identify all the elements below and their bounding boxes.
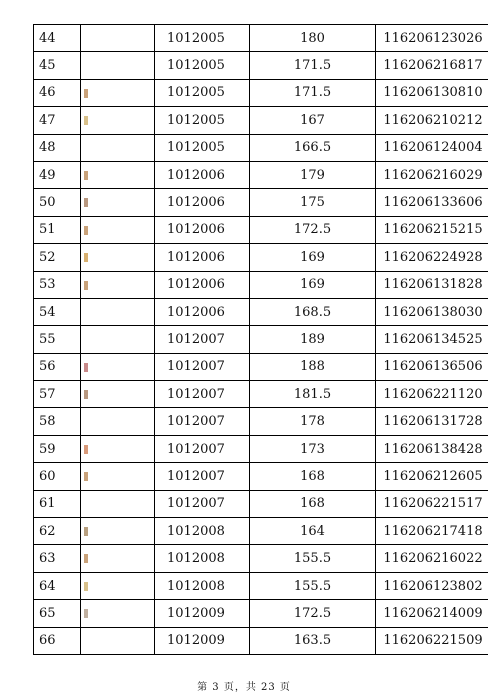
table-row [34,518,488,545]
redacted-name-cell [81,381,155,408]
position-code-cell: 1012009 [155,627,250,654]
row-number-cell: 53 [34,271,81,298]
row-number-cell: 62 [34,518,81,545]
redacted-name-cell [81,189,155,216]
position-code-cell: 1012007 [155,381,250,408]
position-code-cell: 1012005 [155,52,250,79]
page-footer: 第 3 页，共 23 页 [197,682,291,693]
redacted-name-cell [81,545,155,572]
results-table [33,24,488,655]
score-cell: 168 [250,463,376,490]
candidate-id-cell: 116206221509 [376,627,488,654]
score-cell: 169 [250,271,376,298]
candidate-id-cell: 116206136506 [376,353,488,380]
candidate-id-cell: 116206131728 [376,408,488,435]
redacted-name-cell [81,298,155,325]
score-cell: 167 [250,107,376,134]
position-code-cell: 1012008 [155,572,250,599]
redacted-name-cell [81,572,155,599]
table-row [34,545,488,572]
position-code-cell: 1012007 [155,408,250,435]
position-code-cell: 1012008 [155,545,250,572]
redacted-name-cell [81,134,155,161]
candidate-id-cell: 116206216022 [376,545,488,572]
name-fragment [84,554,88,563]
position-code-cell: 1012007 [155,463,250,490]
candidate-id-cell: 116206138030 [376,298,488,325]
row-number-cell: 52 [34,244,81,271]
candidate-id-cell: 116206212605 [376,463,488,490]
row-number-cell: 44 [34,25,81,52]
table-row [34,627,488,654]
candidate-id-cell: 116206216817 [376,52,488,79]
redacted-name-cell [81,627,155,654]
row-number-cell: 61 [34,490,81,517]
candidate-id-cell: 116206130810 [376,79,488,106]
table-row [34,25,488,52]
name-fragment [84,198,88,207]
position-code-cell: 1012007 [155,490,250,517]
score-cell: 166.5 [250,134,376,161]
name-fragment [84,445,88,454]
candidate-id-cell: 116206216029 [376,161,488,188]
table-row [34,298,488,325]
table-row [34,271,488,298]
table-row [34,408,488,435]
candidate-id-cell: 116206215215 [376,216,488,243]
name-fragment [84,171,88,180]
name-fragment [84,281,88,290]
name-fragment [84,89,88,98]
score-cell: 178 [250,408,376,435]
redacted-name-cell [81,435,155,462]
row-number-cell: 59 [34,435,81,462]
name-fragment [84,226,88,235]
row-number-cell: 57 [34,381,81,408]
position-code-cell: 1012009 [155,600,250,627]
position-code-cell: 1012005 [155,107,250,134]
candidate-id-cell: 116206224928 [376,244,488,271]
row-number-cell: 46 [34,79,81,106]
name-fragment [84,527,88,536]
redacted-name-cell [81,518,155,545]
row-number-cell: 63 [34,545,81,572]
score-cell: 189 [250,326,376,353]
table-row [34,52,488,79]
row-number-cell: 65 [34,600,81,627]
row-number-cell: 45 [34,52,81,79]
table-row [34,572,488,599]
redacted-name-cell [81,161,155,188]
position-code-cell: 1012006 [155,216,250,243]
table-row [34,353,488,380]
score-cell: 172.5 [250,600,376,627]
redacted-name-cell [81,600,155,627]
name-fragment [84,253,88,262]
redacted-name-cell [81,79,155,106]
table-row [34,161,488,188]
row-number-cell: 54 [34,298,81,325]
score-cell: 155.5 [250,545,376,572]
name-fragment [84,609,88,618]
score-cell: 155.5 [250,572,376,599]
redacted-name-cell [81,326,155,353]
name-fragment [84,116,88,125]
name-fragment [84,390,88,399]
position-code-cell: 1012006 [155,189,250,216]
row-number-cell: 55 [34,326,81,353]
candidate-id-cell: 116206210212 [376,107,488,134]
score-cell: 171.5 [250,52,376,79]
table-row [34,600,488,627]
score-cell: 168.5 [250,298,376,325]
redacted-name-cell [81,244,155,271]
table-row [34,79,488,106]
candidate-id-cell: 116206221517 [376,490,488,517]
name-fragment [84,472,88,481]
redacted-name-cell [81,216,155,243]
row-number-cell: 58 [34,408,81,435]
name-fragment [84,363,88,372]
row-number-cell: 48 [34,134,81,161]
table-row [34,134,488,161]
candidate-id-cell: 116206131828 [376,271,488,298]
candidate-id-cell: 116206124004 [376,134,488,161]
row-number-cell: 56 [34,353,81,380]
position-code-cell: 1012006 [155,161,250,188]
position-code-cell: 1012006 [155,244,250,271]
table-row [34,107,488,134]
row-number-cell: 50 [34,189,81,216]
table-row [34,244,488,271]
row-number-cell: 60 [34,463,81,490]
score-cell: 169 [250,244,376,271]
redacted-name-cell [81,490,155,517]
table-row [34,490,488,517]
score-cell: 181.5 [250,381,376,408]
row-number-cell: 64 [34,572,81,599]
position-code-cell: 1012007 [155,326,250,353]
redacted-name-cell [81,408,155,435]
redacted-name-cell [81,353,155,380]
candidate-id-cell: 116206123026 [376,25,488,52]
table-row [34,216,488,243]
table-row [34,326,488,353]
candidate-id-cell: 116206217418 [376,518,488,545]
score-cell: 188 [250,353,376,380]
candidate-id-cell: 116206138428 [376,435,488,462]
name-fragment [84,582,88,591]
position-code-cell: 1012007 [155,353,250,380]
row-number-cell: 47 [34,107,81,134]
results-table-body [34,25,488,655]
table-row [34,189,488,216]
score-cell: 179 [250,161,376,188]
position-code-cell: 1012006 [155,298,250,325]
score-cell: 173 [250,435,376,462]
candidate-id-cell: 116206214009 [376,600,488,627]
redacted-name-cell [81,25,155,52]
redacted-name-cell [81,107,155,134]
candidate-id-cell: 116206133606 [376,189,488,216]
row-number-cell: 66 [34,627,81,654]
table-row [34,463,488,490]
candidate-id-cell: 116206134525 [376,326,488,353]
redacted-name-cell [81,52,155,79]
table-row [34,435,488,462]
candidate-id-cell: 116206221120 [376,381,488,408]
position-code-cell: 1012006 [155,271,250,298]
redacted-name-cell [81,271,155,298]
candidate-id-cell: 116206123802 [376,572,488,599]
position-code-cell: 1012005 [155,79,250,106]
score-cell: 172.5 [250,216,376,243]
score-cell: 164 [250,518,376,545]
position-code-cell: 1012008 [155,518,250,545]
score-cell: 171.5 [250,79,376,106]
score-cell: 168 [250,490,376,517]
redacted-name-cell [81,463,155,490]
table-row [34,381,488,408]
position-code-cell: 1012005 [155,134,250,161]
position-code-cell: 1012005 [155,25,250,52]
score-cell: 163.5 [250,627,376,654]
position-code-cell: 1012007 [155,435,250,462]
score-cell: 180 [250,25,376,52]
row-number-cell: 49 [34,161,81,188]
score-cell: 175 [250,189,376,216]
row-number-cell: 51 [34,216,81,243]
